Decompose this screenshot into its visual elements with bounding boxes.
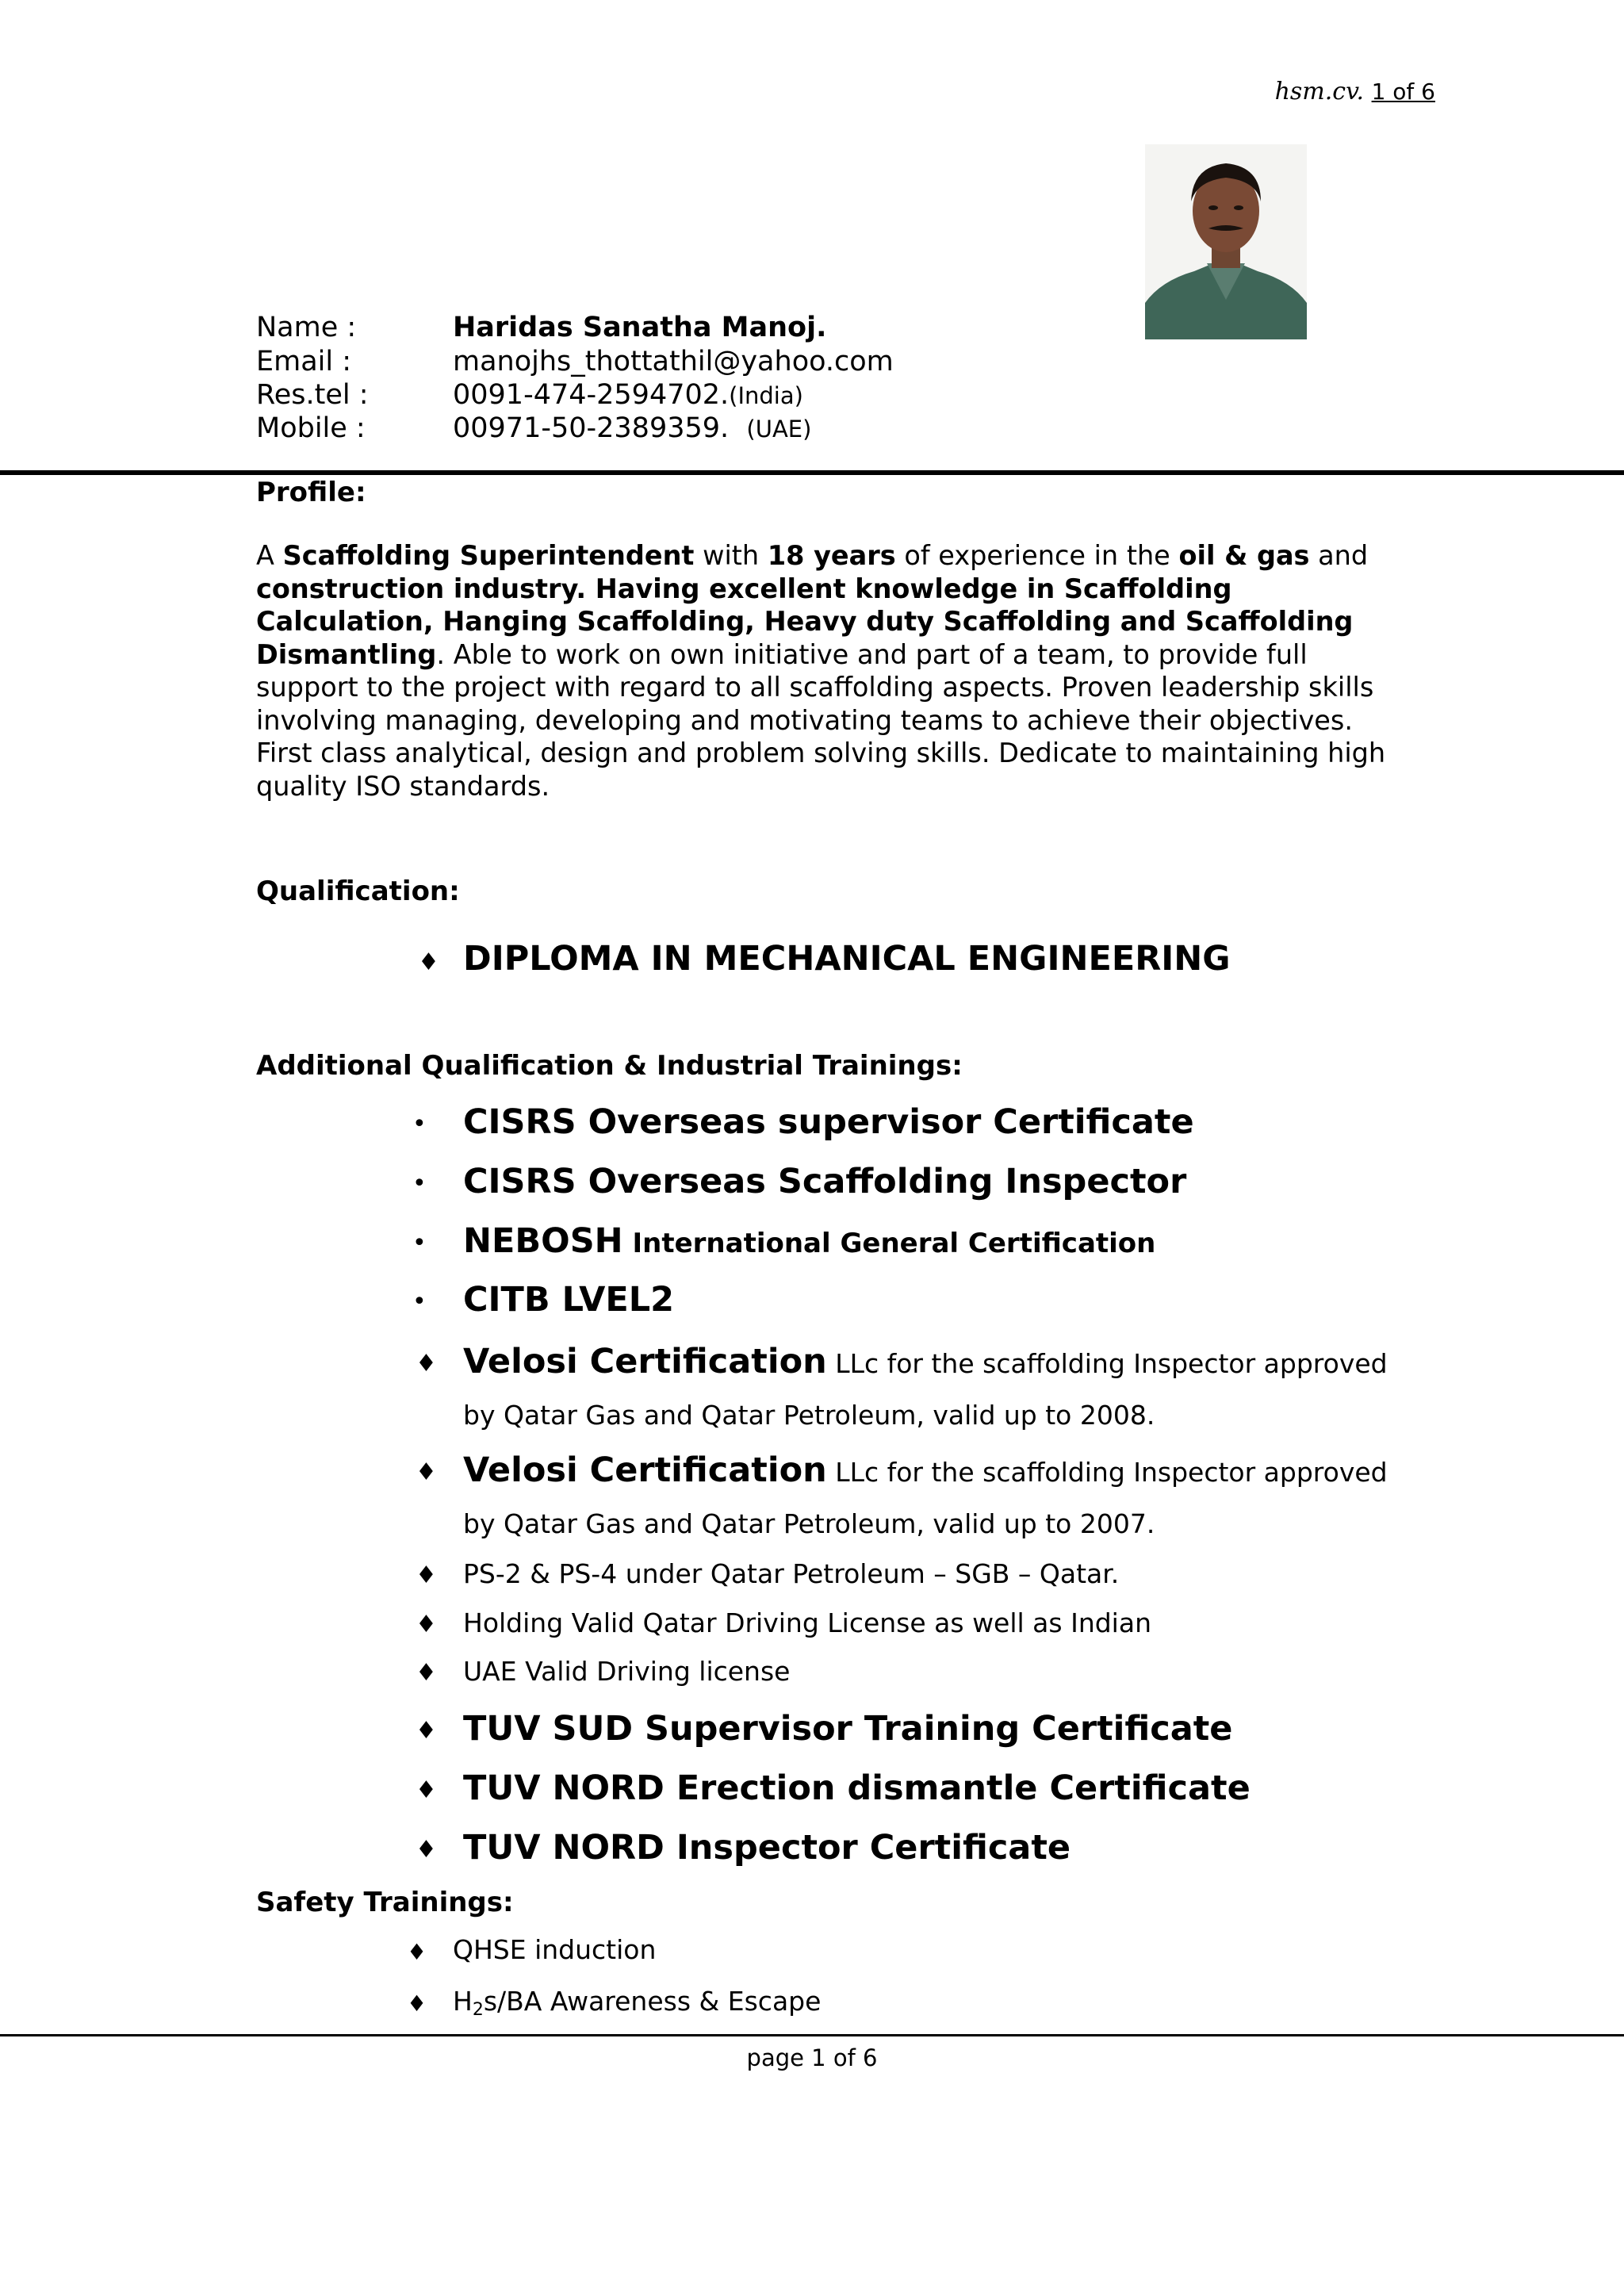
diamond-bullet-icon: ♦ [416, 1659, 437, 1687]
additional-item-title: CITB LVEL2 [463, 1280, 675, 1320]
additional-item-detail: LLc for the scaffolding Inspector approved [826, 1348, 1388, 1379]
additional-item-text: PS-2 & PS-4 under Qatar Petroleum – SGB – Qatar. [463, 1558, 1120, 1589]
res-tel-number: 0091-474-2594702. [453, 379, 730, 411]
mobile-value [453, 412, 811, 444]
profile-text: quality ISO standards. [256, 770, 550, 802]
page-number: page 1 of 6 [746, 2044, 878, 2071]
safety-item-part: s/BA Awareness & Escape [483, 1986, 822, 2017]
additional-item-title: Velosi Certification [463, 1342, 827, 1381]
dot-bullet-icon: • [412, 1170, 427, 1197]
profile-line [256, 638, 1415, 672]
profile-line [256, 605, 1415, 638]
diamond-bullet-icon: ♦ [416, 1836, 437, 1864]
safety-item-part: H [453, 1986, 473, 2017]
additional-item [463, 1607, 1151, 1638]
profile-bold-text: construction industry. Having excellent knowledge in Scaffolding [256, 573, 1232, 604]
diamond-bullet-icon: ♦ [416, 1350, 437, 1377]
additional-item-title: CISRS Overseas supervisor Certificate [463, 1102, 1194, 1142]
additional-heading: Additional Qualification & Industrial Trainings: [256, 1050, 963, 1082]
additional-item-detail: LLc for the scaffolding Inspector approved [826, 1457, 1388, 1488]
additional-item [463, 1450, 1388, 1490]
diamond-bullet-icon: ♦ [416, 1611, 437, 1638]
profile-text: of experience in the [895, 540, 1179, 571]
qualification-item: DIPLOMA IN MECHANICAL ENGINEERING [463, 939, 1231, 979]
footer-divider [0, 2034, 1624, 2036]
portrait-photo [1145, 144, 1307, 339]
name-value: Haridas Sanatha Manoj. [453, 312, 827, 343]
profile-line [256, 539, 1415, 573]
additional-item-title: NEBOSH [463, 1221, 623, 1261]
diamond-bullet-icon: ♦ [416, 1561, 437, 1589]
name-label: Name : [256, 312, 357, 343]
profile-bold-text: Scaffolding Superintendent [282, 540, 695, 571]
profile-text: support to the project with regard to all scaffolding aspects. Proven leadership skills [256, 672, 1374, 703]
diamond-bullet-icon: ♦ [416, 1776, 437, 1804]
additional-item [463, 1280, 674, 1320]
profile-bold-text: 18 years [767, 540, 896, 571]
reference-label: hsm.cv. [1274, 78, 1365, 105]
safety-item-subscript: 2 [472, 2000, 484, 2020]
profile-line [256, 704, 1415, 738]
additional-item [463, 1221, 1155, 1261]
profile-paragraph [256, 539, 1415, 803]
additional-item-title: TUV NORD Erection dismantle Certificate [463, 1768, 1251, 1808]
reference-page-number: 1 of 6 [1371, 79, 1435, 105]
dot-bullet-icon: • [412, 1229, 427, 1257]
mobile-country: (UAE) [746, 416, 812, 443]
mobile-number: 00971-50-2389359. [453, 412, 730, 444]
additional-item-text: Holding Valid Qatar Driving License as well as Indian [463, 1607, 1151, 1638]
diamond-bullet-icon: ♦ [418, 948, 439, 976]
profile-text: involving managing, developing and motivating teams to achieve their objectives. [256, 704, 1354, 736]
profile-text: First class analytical, design and problem solving skills. Dedicate to maintaining high [256, 738, 1386, 768]
additional-item [463, 1656, 790, 1687]
additional-item [463, 1162, 1186, 1201]
profile-text: with [694, 540, 768, 571]
qualification-heading: Qualification: [256, 875, 460, 907]
additional-item-title: Velosi Certification [463, 1450, 827, 1490]
diamond-bullet-icon: ♦ [416, 1458, 437, 1486]
additional-item-title: TUV SUD Supervisor Training Certificate [463, 1709, 1233, 1749]
additional-item-continuation: by Qatar Gas and Qatar Petroleum, valid up to 2008. [463, 1400, 1155, 1431]
profile-text: A [256, 540, 283, 571]
profile-heading: Profile: [256, 477, 366, 508]
document-reference [1275, 78, 1435, 105]
profile-line [256, 737, 1415, 770]
additional-item [463, 1768, 1251, 1808]
email-label: Email : [256, 346, 352, 377]
profile-line [256, 770, 1415, 803]
safety-item [453, 1986, 821, 2020]
profile-bold-text: oil & gas [1178, 540, 1310, 571]
diamond-bullet-icon: ♦ [416, 1717, 437, 1745]
email-value: manojhs_thottathil@yahoo.com [453, 346, 894, 377]
profile-line [256, 671, 1415, 704]
profile-bold-text: Calculation, Hanging Scaffolding, Heavy duty Scaffolding and Scaffolding [256, 606, 1354, 637]
profile-text: and [1309, 540, 1369, 571]
additional-item [463, 1342, 1388, 1381]
safety-item: QHSE induction [453, 1934, 657, 1965]
res-tel-label: Res.tel : [256, 379, 369, 411]
additional-item-text: UAE Valid Driving license [463, 1656, 791, 1687]
additional-item-detail: International General Certification [622, 1228, 1156, 1259]
additional-item-title: TUV NORD Inspector Certificate [463, 1828, 1071, 1868]
safety-heading: Safety Trainings: [256, 1887, 514, 1918]
additional-item [463, 1558, 1119, 1589]
profile-text: . Able to work on own initiative and part of a team, to provide full [436, 638, 1308, 670]
additional-item [463, 1709, 1232, 1749]
res-tel-value [453, 379, 803, 411]
additional-item-continuation: by Qatar Gas and Qatar Petroleum, valid up to 2007. [463, 1508, 1155, 1539]
additional-item-title: CISRS Overseas Scaffolding Inspector [463, 1162, 1187, 1201]
additional-item [463, 1828, 1071, 1868]
dot-bullet-icon: • [412, 1110, 427, 1138]
res-tel-country: (India) [729, 382, 803, 409]
diamond-bullet-icon: ♦ [407, 1939, 427, 1965]
dot-bullet-icon: • [412, 1288, 427, 1316]
profile-line [256, 573, 1415, 606]
mobile-label: Mobile : [256, 412, 366, 444]
header-divider [0, 470, 1624, 475]
diamond-bullet-icon: ♦ [407, 1990, 427, 2017]
additional-item [463, 1102, 1194, 1142]
profile-bold-text: Dismantling [256, 638, 437, 670]
